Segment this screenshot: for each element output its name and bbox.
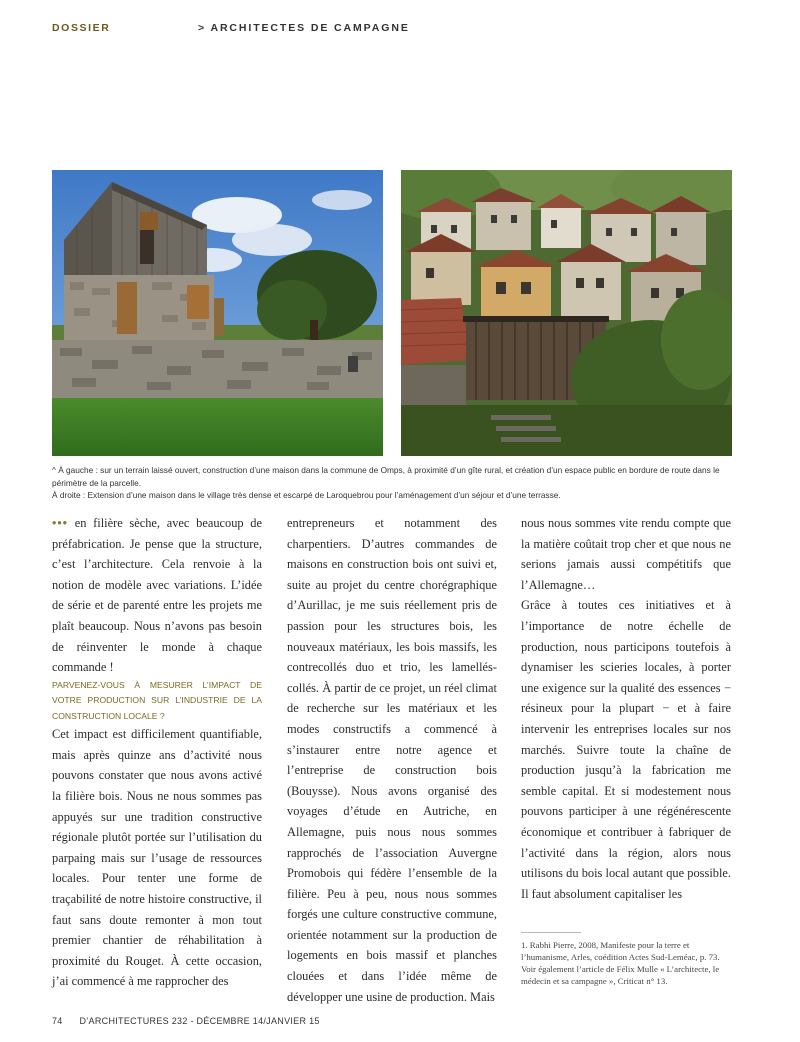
article-paragraph-3: Grâce à toutes ces initiatives et à l’importance de notre échelle de production, nous participons toutefois à dynamiser les scieries locales, à porter une exigence sur la qualité des essences − résineux pour la plupart − et à faire intervenir les entreprises locales sur nos marchés. Suivre toute la chaîne de production jusqu’à la fabrication me semble capital. Et si modestement nous pouvons participer à une régénérescente économique et contribuer à fabriquer de l’activité dans la région, alors nous utilisons du bois local autant que possible. Il faut absolument capitaliser les	[521, 598, 731, 901]
section-title: > ARCHITECTES DE CAMPAGNE	[198, 22, 410, 34]
footnote-1: 1. Rabhi Pierre, 2008, Manifeste pour la terre et l’humanisme, Arles, coédition Actes Sud-Leméac, p. 73.	[521, 940, 720, 962]
interview-question: PARVENEZ-VOUS À MESURER L’IMPACT DE VOTRE PRODUCTION SUR L’INDUSTRIE DE LA CONSTRUCTION LOCALE ?	[52, 679, 262, 721]
article-paragraph-2: entrepreneurs et notamment des charpentiers. D’autres commandes de maisons en construction bois ont suivi et, suite au projet du centre chorégraphique d’Aurillac, je me suis réellement pris de passion pour les structures bois, les nouveaux matériaux, les bois massifs, les contrecollés duo et trio, les lamellés-collés. À partir de ce projet, un réel climat de recherche sur les matériaux et les modes constructifs a commencé à s’instaurer entre notre agence et l’entreprise de construction bois (Bouysse). Nous avons organisé des voyages d’étude en Autriche, en Allemagne, puis nous nous sommes rapprochés de l’association Auvergne Promobois qui fédère l’ensemble de la filière. Peu à peu, nous nous sommes forgés une culture constructive commune, orientée notamment sur la production de logements en bois massif et planches clouées et dans l’idée même de développer une usine de production. Mais	[287, 516, 497, 1004]
article-paragraph-2: Cet impact est difficilement quantifiable, mais après quinze ans d’activité nous pouvons constater que nous avons activé la filière bois. Nous ne nous sommes pas appuyés sur une tradition constructive régionale plutôt portée sur l’utilisation du parpaing mais sur l’usage de ressources locales. Pour tenter une forme de traçabilité de notre histoire constructive, il faut sans doute remonter à mon tout premier chantier de réhabilitation à proximité du Rouget. À cette occasion, j’ai commencé à me rapprocher des	[52, 727, 262, 989]
continuation-dots: •••	[52, 516, 69, 530]
article-column-3	[521, 513, 731, 904]
footnote	[521, 932, 739, 987]
caption-left: ^ À gauche : sur un terrain laissé ouvert, construction d’une maison dans la commune de Omps, à proximité d’un gîte rural, et création d’un espace public en bordure de route dans le périmètre de la parcelle.	[52, 465, 720, 488]
footnote-2: Voir également l’article de Félix Mulle « L’architecte, le médecin et sa campagne », Criticat n° 13.	[521, 964, 720, 986]
caption-right: À droite : Extension d’une maison dans le village très dense et escarpé de Laroquebrou pour l’aménagement d’un séjour et d’une terrasse.	[52, 490, 561, 500]
photo-caption	[52, 464, 742, 502]
article-column-1	[52, 513, 262, 992]
page-number: 74	[52, 1016, 63, 1026]
photo-house-omps	[52, 170, 383, 456]
issue-info: D’ARCHITECTURES 232 - DÉCEMBRE 14/JANVIER 15	[79, 1016, 320, 1026]
article-column-2	[287, 513, 497, 1007]
article-paragraph-1: ••• en filière sèche, avec beaucoup de préfabrication. Je pense que la structure, c’est l’architecture. Cela renvoie à la notion de modèle avec variations. L’idée de série et de parenté entre les projets me plaît beaucoup. Nous n’avons pas besoin de réinventer le monde à chaque commande !	[52, 516, 262, 675]
article-paragraph-2: nous nous sommes vite rendu compte que la matière coûtait trop cher et que nous ne serions jamais aussi compétitifs que l’Allemagne…	[521, 516, 731, 592]
page-footer	[52, 1016, 320, 1026]
photo-extension-laroquebrou	[401, 170, 732, 456]
section-tag: DOSSIER	[52, 22, 111, 34]
